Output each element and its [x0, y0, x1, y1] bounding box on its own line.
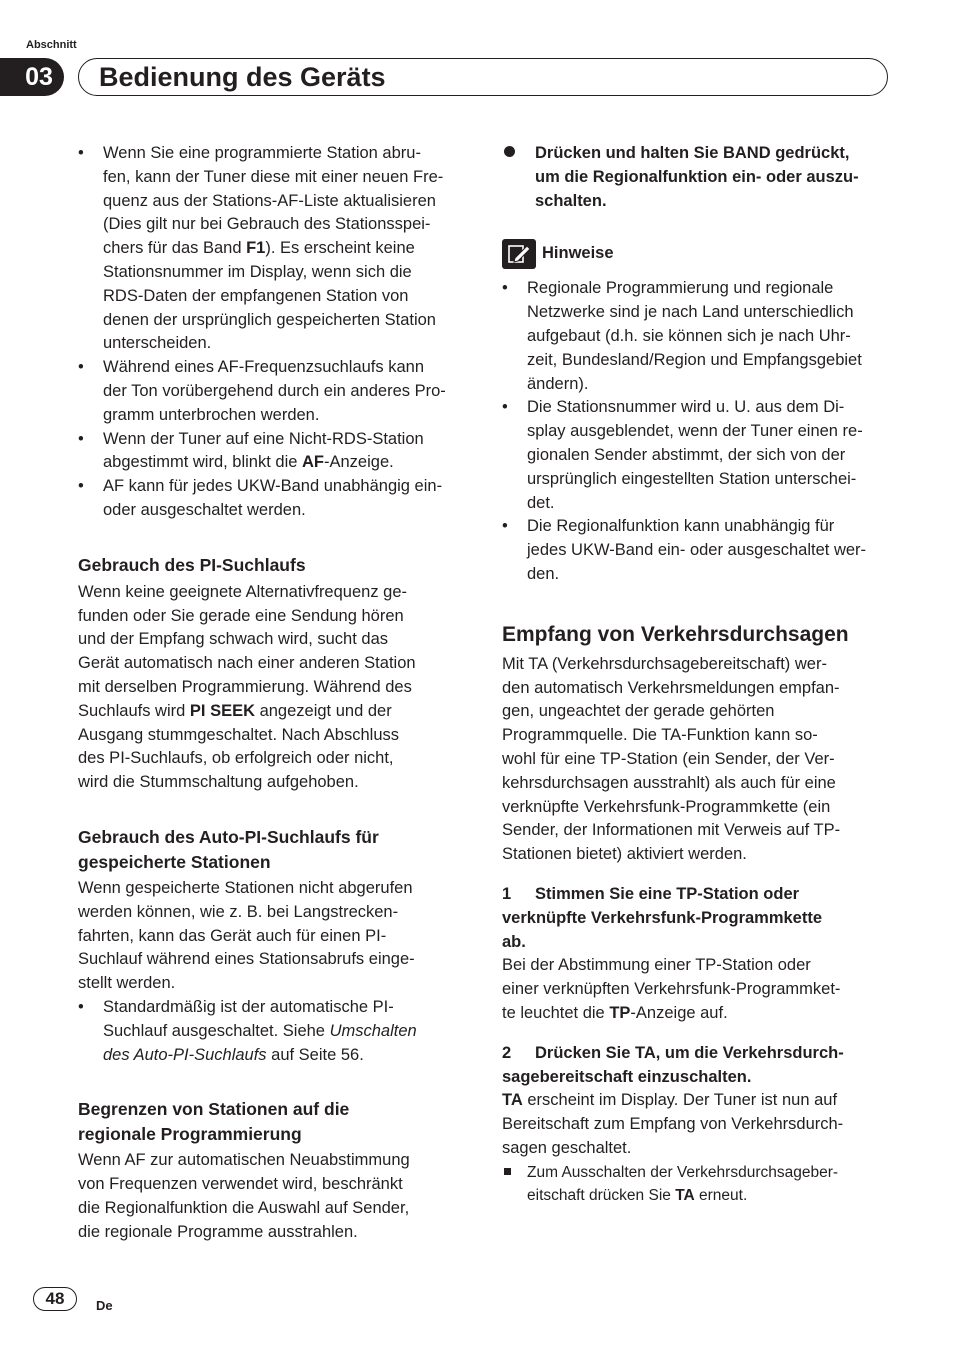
auto-pi-bullet-list: [78, 996, 464, 1067]
list-item: • Wenn Sie eine programmierte Station abru- fen, kann der Tuner diese mit einer neuen Fre- quenz aus der Stations-AF-Liste aktualisieren (Dies gilt nur bei Gebrauch des Stationsspei- chers für das Band F1). Es erscheint keine Stationsnummer im Display, wenn sich die RDS-Daten der empfangenen Station von denen der ursprünglich gespeicherten Station unterscheiden.: [78, 142, 464, 356]
notes-header: [502, 239, 890, 269]
heading-pi-search: Gebrauch des PI-Suchlaufs: [78, 554, 306, 575]
list-item: • Regionale Programmierung und regionale Netzwerke sind je nach Land unterschiedlich aufgebaut (d.h. sie können sich je nach Uhr- zeit, Bundesland/Region und Empfangsgebiet ändern).: [502, 277, 890, 396]
step-bullet-icon: [504, 146, 515, 157]
paragraph-step-2: TA erscheint im Display. Der Tuner ist nun auf Bereitschaft zum Empfang von Verkehrsdurch- sagen geschaltet.: [502, 1091, 844, 1157]
page-title-box: [78, 58, 888, 96]
step-1: 1 Stimmen Sie eine TP-Station oder verknüpfte Verkehrsfunk-Programmkette ab.: [502, 884, 823, 951]
list-item: • Wenn der Tuner auf eine Nicht-RDS-Station abgestimmt wird, blinkt die AF-Anzeige.: [78, 428, 464, 476]
list-item: • Die Stationsnummer wird u. U. aus dem Di- splay ausgeblendet, wenn der Tuner einen re- gionalen Sender abstimmt, der sich von der ursprünglich eingestellten Station unterschei- det.: [502, 396, 890, 515]
list-item: • Die Regionalfunktion kann unabhängig für jedes UKW-Band ein- oder ausgeschaltet wer- den.: [502, 515, 890, 586]
step-2: 2 Drücken Sie TA, um die Verkehrsdurch- sagebereitschaft einzuschalten.: [502, 1043, 844, 1086]
step-number: 2: [502, 1043, 512, 1062]
paragraph-regional: Wenn AF zur automatischen Neuabstimmung von Frequenzen verwendet wird, beschränkt die Regionalfunktion die Auswahl auf Sender, die regionale Programme ausstrahlen.: [78, 1151, 410, 1241]
list-item: • Während eines AF-Frequenzsuchlaufs kann der Ton vorübergehend durch ein anderes Pro- gramm unterbrochen werden.: [78, 356, 464, 427]
cross-reference-link[interactable]: Umschalten des Auto-PI-Suchlaufs: [103, 1021, 417, 1064]
af-bullet-list: [78, 142, 464, 523]
notes-label: Hinweise: [542, 244, 614, 263]
heading-regional: Begrenzen von Stationen auf die regionale Programmierung: [78, 1099, 350, 1145]
step-number: 1: [502, 884, 512, 903]
section-label: Abschnitt: [26, 39, 77, 51]
page-title: Bedienung des Geräts: [99, 61, 386, 92]
heading-traffic-announcements: Empfang von Verkehrsdurchsagen: [502, 622, 849, 646]
list-item: • AF kann für jedes UKW-Band unabhängig ein- oder ausgeschaltet werden.: [78, 475, 464, 523]
pencil-note-icon: [502, 239, 536, 269]
heading-auto-pi: Gebrauch des Auto-PI-Suchlaufs für gespeicherte Stationen: [78, 826, 379, 872]
paragraph-pi-search: Wenn keine geeignete Alternativfrequenz ge- funden oder Sie gerade eine Sendung hören und der Empfang schwach wird, sucht das Gerät automatisch nach einer anderen Station mit derselben Programmierung. Während des Suchlaufs wird PI SEEK angezeigt und der Ausgang stummgeschaltet. Nach Abschluss des PI-Suchlaufs, ob erfolgreich oder nicht, wird die Stummschaltung aufgehoben.: [78, 582, 416, 792]
square-bullet-icon: [504, 1168, 511, 1175]
paragraph-auto-pi: Wenn gespeicherte Stationen nicht abgerufen werden können, wie z. B. bei Langstrecken- fahrten, kann das Gerät auch für einen PI- Suchlauf während eines Stationsabrufs einge- stellt werden.: [78, 878, 415, 993]
step-band: Drücken und halten Sie BAND gedrückt, um die Regionalfunktion ein- oder auszu- schalten.: [502, 142, 890, 213]
list-item: • Standardmäßig ist der automatische PI- Suchlauf ausgeschaltet. Siehe Umschalten des Auto-PI-Suchlaufs auf Seite 56.: [78, 996, 464, 1067]
section-number-badge: 03: [0, 58, 64, 96]
right-column: [502, 142, 890, 1208]
language-code: De: [96, 1298, 113, 1313]
page-number: 48: [33, 1287, 77, 1311]
paragraph-traffic-announcements: Mit TA (Verkehrsdurchsagebereitschaft) wer- den automatisch Verkehrsmeldungen empfan- gen, ungeachtet der gerade gehörten Programmquelle. Die TA-Funktion kann so- wohl für eine TP-Station (ein Sender, der Ver- kehrsdurchsagen ausstrahlt) als auch für eine verknüpfte Verkehrsfunk-Programmkette (ein Sender, der Informationen mit Verweis auf TP- Stationen bietet) aktiviert werden.: [502, 654, 841, 864]
paragraph-step-1: Bei der Abstimmung einer TP-Station oder einer verknüpften Verkehrsfunk-Programmket- te leuchtet die TP-Anzeige auf.: [502, 956, 841, 1022]
left-column: [78, 142, 464, 1244]
notes-list: [502, 277, 890, 586]
ta-off-note: Zum Ausschalten der Verkehrsdurchsageber- eitschaft drücken Sie TA erneut.: [502, 1161, 890, 1209]
